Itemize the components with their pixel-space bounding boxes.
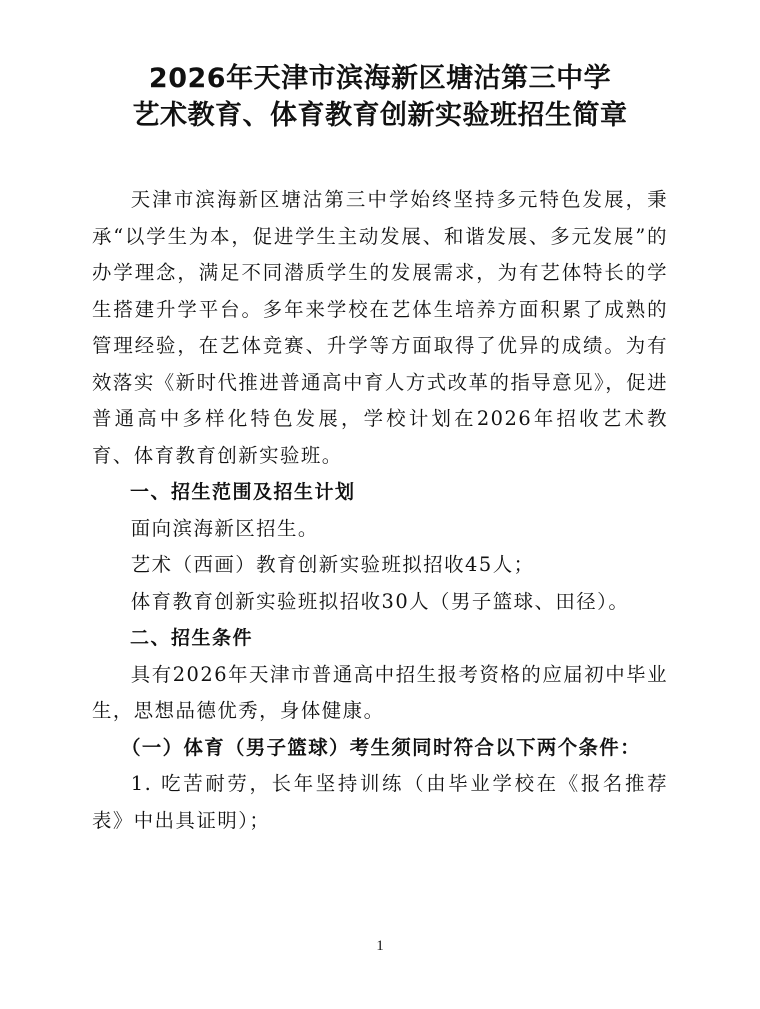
- intro-paragraph: 天津市滨海新区塘沽第三中学始终坚持多元特色发展，秉承“以学生为本，促进学生主动发展、和谐发展、多元发展”的办学理念，满足不同潜质学生的发展需求，为有艺体特长的学生搭建升学平台。多年来学校在艺体生培养方面积累了成熟的管理经验，在艺体竞赛、升学等方面取得了优异的成绩。为有效落实《新时代推进普通高中育人方式改革的指导意见》，促进普通高中多样化特色发展，学校计划在2026年招收艺术教育、体育教育创新实验班。: [92, 188, 668, 467]
- document-title: [92, 60, 668, 134]
- section-1-line-1: 面向滨海新区招生。: [130, 516, 319, 540]
- section-2-subheading: （一）体育（男子篮球）考生须同时符合以下两个条件：: [121, 735, 641, 759]
- title-line-2: 艺术教育、体育教育创新实验班招生简章: [132, 100, 628, 131]
- section-2-heading: 二、招生条件: [130, 627, 254, 649]
- section-2-paragraph: 具有2026年天津市普通高中招生报考资格的应届初中毕业生，思想品德优秀，身体健康。: [92, 662, 668, 722]
- section-1-heading: 一、招生范围及招生计划: [130, 481, 356, 503]
- section-2-item-1: 1. 吃苦耐劳，长年坚持训练（由毕业学校在《报名推荐表》中出具证明）；: [92, 772, 668, 832]
- document-body: [92, 182, 668, 839]
- page-number: 1: [376, 938, 384, 954]
- section-1-line-3: 体育教育创新实验班拟招收30人（男子篮球、田径）。: [130, 589, 630, 613]
- section-1-line-2: 艺术（西画）教育创新实验班拟招收45人；: [130, 553, 535, 576]
- title-line-1: 2026年天津市滨海新区塘沽第三中学: [148, 63, 612, 94]
